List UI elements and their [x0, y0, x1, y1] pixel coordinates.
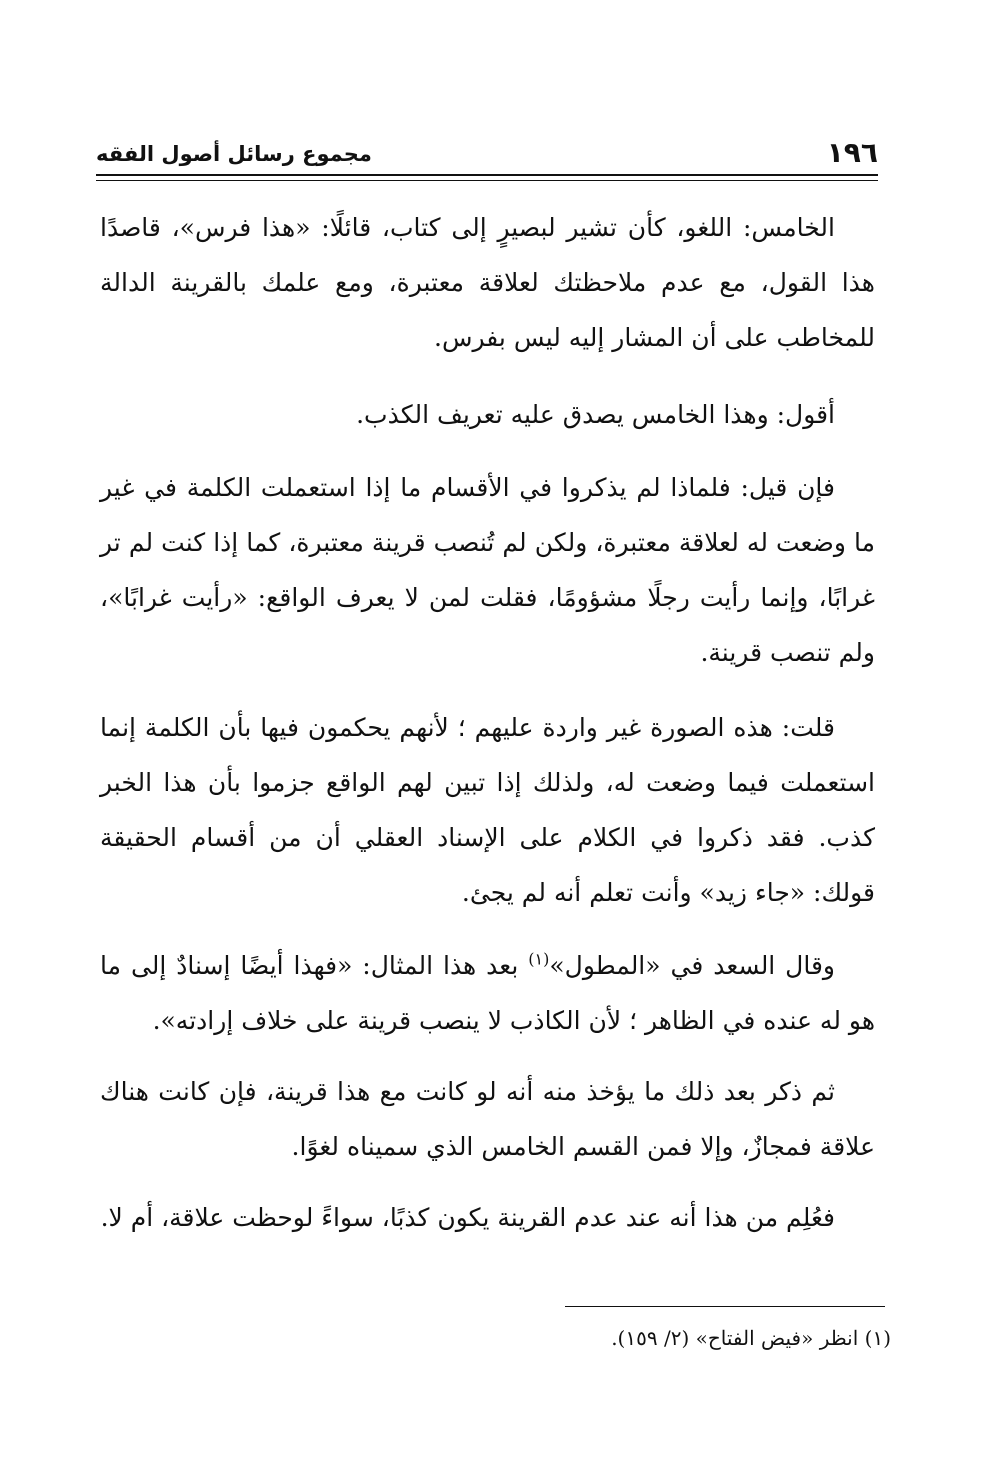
paragraph-5-before-ref: وقال السعد في «المطول» [549, 951, 835, 980]
body-text [100, 200, 875, 1245]
footnote-1: (١) انظر «فيض الفتاح» (٢/ ١٥٩). [611, 1326, 891, 1350]
header-rule-thick [96, 174, 878, 176]
page-number: ١٩٦ [826, 136, 878, 169]
paragraph-3: فإن قيل: فلماذا لم يذكروا في الأقسام ما إذا استعملت الكلمة في غير ما وضعت له لعلاقة معتبرة، ولكن لم تُنصب قرينة معتبرة، كما إذا كنت لم تر غرابًا، وإنما رأيت رجلًا مشؤومًا، فقلت لمن لا يعرف الواقع: «رأيت غرابًا»، ولم تنصب قرينة. [100, 473, 875, 667]
paragraph-2: أقول: وهذا الخامس يصدق عليه تعريف الكذب. [356, 400, 835, 429]
footnote-separator [565, 1306, 885, 1307]
running-title: مجموع رسائل أصول الفقه [96, 142, 372, 166]
header-rule-thin [96, 180, 878, 181]
paragraph-4: قلت: هذه الصورة غير واردة عليهم ؛ لأنهم يحكمون فيها بأن الكلمة إنما استعملت فيما وضعت له، ولذلك إذا تبين لهم الواقع جزموا بأن هذا الخبر كذب. فقد ذكروا في الكلام على الإسناد العقلي أن من أقسام الحقيقة قولك: «جاء زيد» وأنت تعلم أنه لم يجئ. [100, 713, 875, 907]
page-header [96, 138, 878, 168]
paragraph-7: فعُلِم من هذا أنه عند عدم القرينة يكون كذبًا، سواءً لوحظت علاقة، أم لا. [100, 1203, 835, 1232]
paragraph-5-after-ref: بعد هذا المثال: «فهذا أيضًا إسنادٌ إلى ما هو له عنده في الظاهر ؛ لأن الكاذب لا ينصب قرينة على خلاف إرادته». [100, 951, 875, 1035]
paragraph-1: الخامس: اللغو، كأن تشير لبصيرٍ إلى كتاب، قائلًا: «هذا فرس»، قاصدًا هذا القول، مع عدم ملاحظتك لعلاقة معتبرة، ومع علمك بالقرينة الدالة للمخاطب على أن المشار إليه ليس بفرس. [100, 213, 875, 352]
footnote-reference: (١) [528, 949, 550, 969]
paragraph-5 [100, 938, 875, 1048]
paragraph-6: ثم ذكر بعد ذلك ما يؤخذ منه أنه لو كانت مع هذا قرينة، فإن كانت هناك علاقة فمجازٌ، وإلا فمن القسم الخامس الذي سميناه لغوًا. [100, 1077, 875, 1161]
